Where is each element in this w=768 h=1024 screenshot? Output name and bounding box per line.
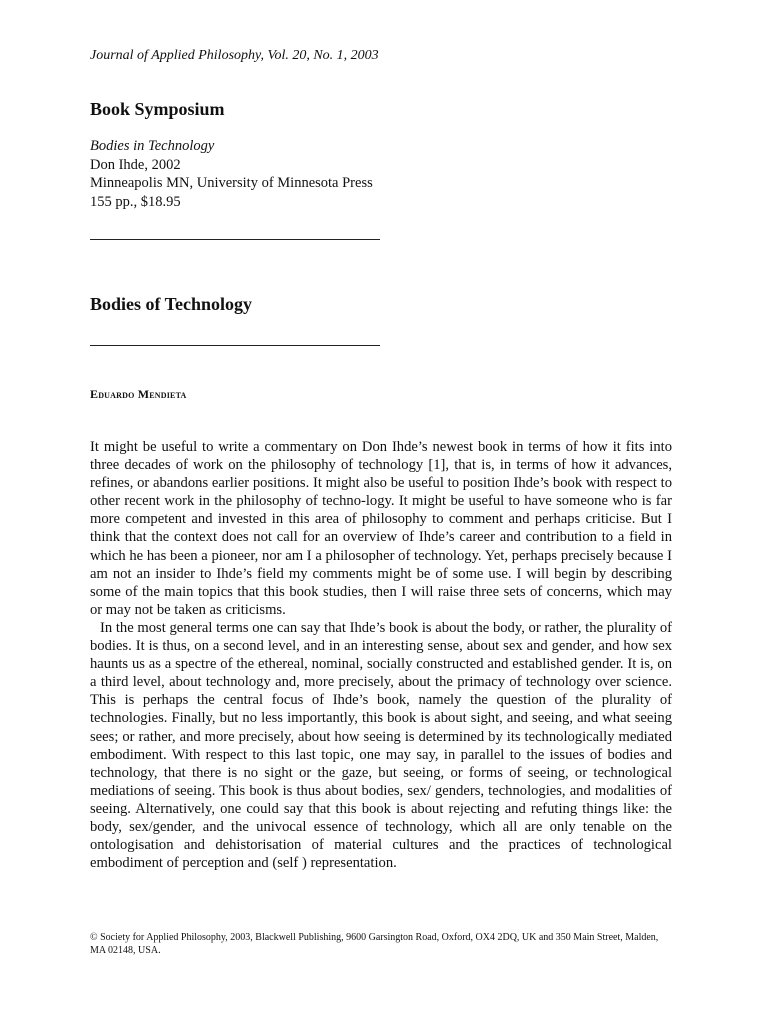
article-title: Bodies of Technology xyxy=(90,294,253,314)
article-author: Eduardo Mendieta xyxy=(90,387,187,401)
book-author-year: Don Ihde, 2002 xyxy=(90,156,181,173)
journal-citation: Journal of Applied Philosophy, Vol. 20, No. 1, 2003 xyxy=(90,48,379,63)
book-title: Bodies in Technology xyxy=(90,138,215,154)
body-paragraph: In the most general terms one can say that Ihde’s book is about the body, or rather, the plurality of bodies. It is thus, on a second level, and in an interesting sense, about sex and gender, and how sex haunts us as a spectre of the ethereal, nominal, socially constructed and established gender. It is, on a third level, about technology and, more precisely, about the primacy of technology over science. This is perhaps the central focus of Ihde’s book, namely the question of the plurality of technologies. Finally, but no less importantly, this book is about sight, and seeing, and what seeing sees; or rather, and more precisely, about how seeing is determined by its technologically mediated embodiment. With respect to this last topic, one may say, in parallel to the issues of bodies and technology, that there is no sight or the gaze, but seeing, or forms of seeing, or technological mediations of seeing. This book is thus about bodies, sex/ genders, technologies, and modalities of seeing. Alternatively, one could say that this book is about rejecting and refuting things like: the body, sex/gender, and the univocal essence of technology, which all are only tenable on the ontologisation and dehistorisation of material cultures and the practices of technological embodiment of perception and (self ) representation. xyxy=(90,619,672,872)
divider-bottom xyxy=(90,345,380,346)
book-publisher: Minneapolis MN, University of Minnesota Press xyxy=(90,175,373,191)
book-info xyxy=(90,137,373,211)
copyright-footer: © Society for Applied Philosophy, 2003, Blackwell Publishing, 9600 Garsington Road, Oxford, OX4 2DQ, UK and 350 Main Street, Malden, MA 02148, USA. xyxy=(90,932,659,956)
section-heading: Book Symposium xyxy=(90,99,225,119)
article-body xyxy=(90,438,672,872)
divider-top xyxy=(90,239,380,240)
book-pages-price: 155 pp., $18.95 xyxy=(90,193,181,210)
body-paragraph: It might be useful to write a commentary on Don Ihde’s newest book in terms of how it fits into three decades of work on the philosophy of technology [1], that is, in terms of how it advances, refines, or abandons earlier positions. It might also be useful to position Ihde’s book with respect to other recent work in the philosophy of techno-logy. It might be useful to have someone who is far more competent and invested in this area of philosophy to comment and perhaps criticise. But I think that the context does not call for an overview of Ihde’s career and contribution to a field in which he has been a pioneer, nor am I a philosopher of technology. Yet, perhaps precisely because I am not an insider to Ihde’s field my comments might be of some use. I will begin by describing some of the main topics that this book studies, then I will raise three sets of concerns, which may or may not be taken as criticisms. xyxy=(90,439,672,618)
